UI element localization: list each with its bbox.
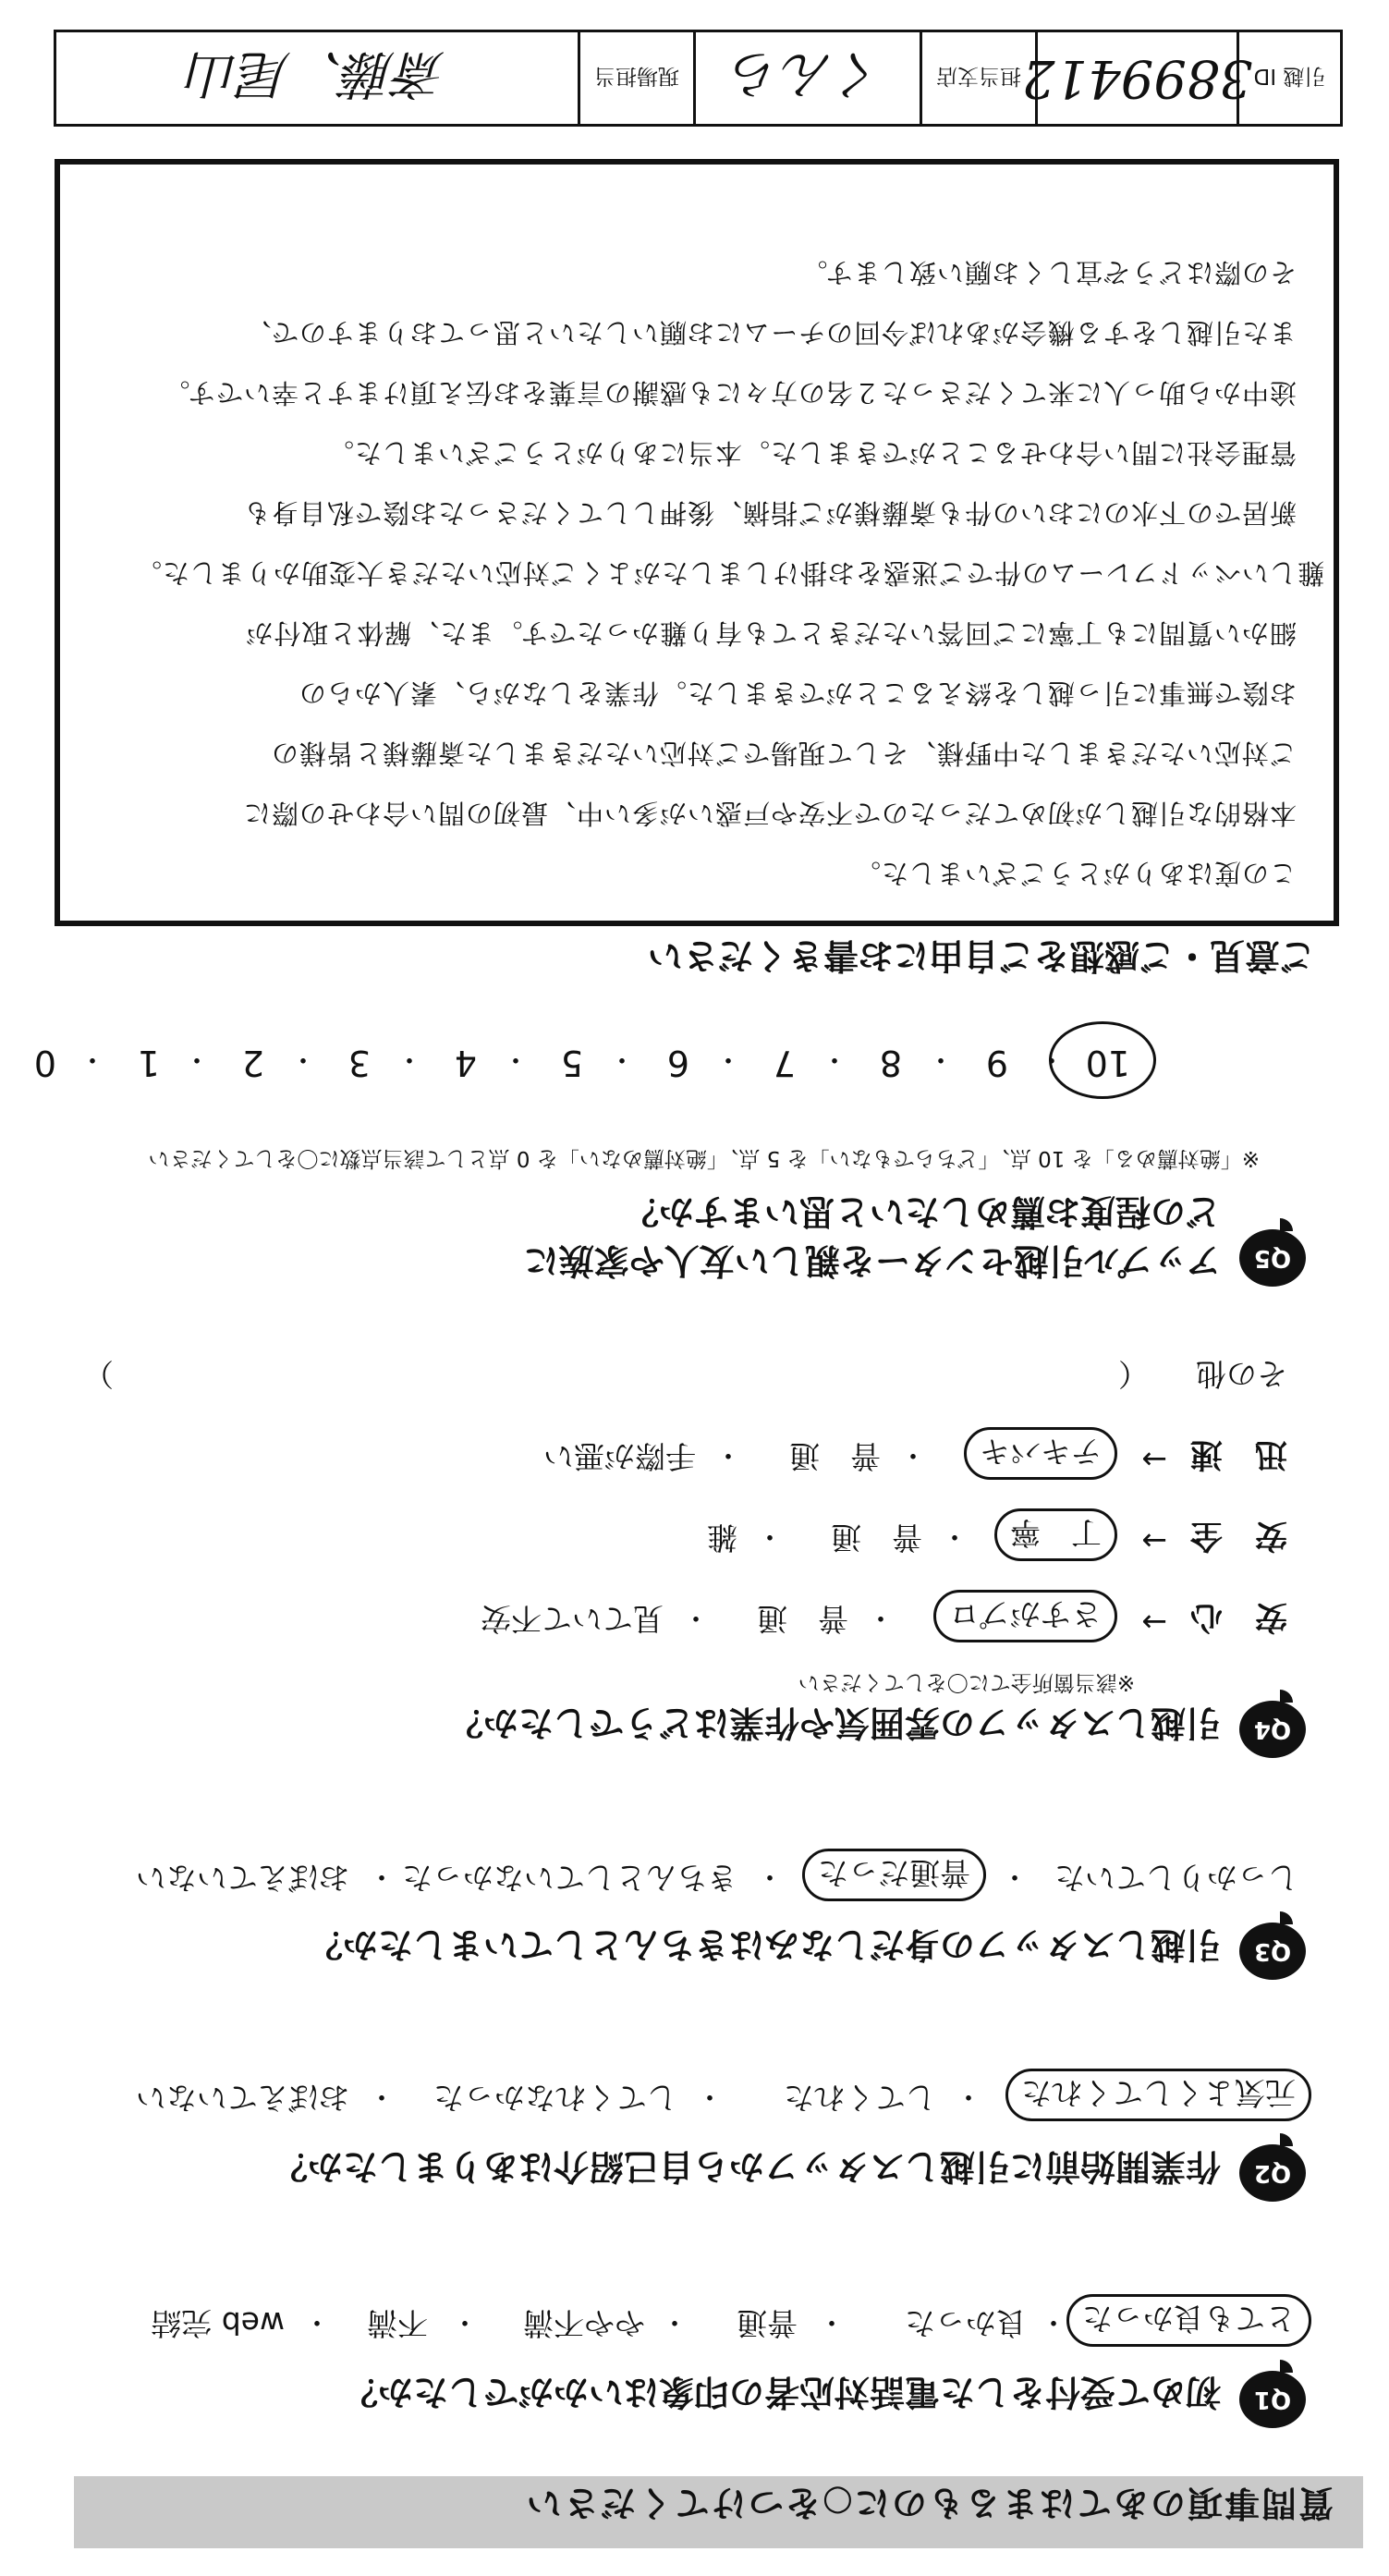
q1-option[interactable]: web 完結 xyxy=(151,2305,285,2341)
q4-option-selected[interactable]: テキパキ xyxy=(964,1427,1117,1480)
q5-score[interactable]: 2 xyxy=(241,1043,264,1083)
q3-option-selected[interactable]: 普通だった xyxy=(802,1849,986,1901)
q4-row-label: 迅 速 xyxy=(1189,1435,1287,1472)
q5-score[interactable]: 1 xyxy=(137,1043,160,1083)
q1-title: 初めて受付をした電話対応者の印象はいかがでしたか？ xyxy=(342,2372,1221,2412)
q3-option[interactable]: きちんとしていなかった xyxy=(402,1860,737,1896)
comment-line: ご対応いただきました中野様、そして現場でご対応いただきました斎藤様と皆様の xyxy=(270,738,1297,769)
comment-line: 難しいベッドフレームの件でご迷惑をお掛けしましたがよくご対応いただき大変助かりました。 xyxy=(134,557,1324,589)
q4-option-selected[interactable]: さすがプロ xyxy=(933,1590,1117,1642)
q1-badge: Q1 xyxy=(1239,2371,1306,2428)
q5-score[interactable]: 0 xyxy=(33,1043,56,1083)
q2-option[interactable]: してくれた xyxy=(784,2080,936,2116)
q1-option[interactable]: 良かった xyxy=(905,2305,1027,2341)
q4-note: ※該当箇所全てに〇をしてください xyxy=(798,1670,1135,1694)
q3-badge: Q3 xyxy=(1239,1923,1306,1980)
q2-option[interactable]: してくれなかった xyxy=(433,2080,677,2116)
q4-option[interactable]: 手際が悪い xyxy=(543,1438,696,1474)
q5-score[interactable]: 4 xyxy=(454,1043,477,1083)
q4-option[interactable]: 普 通 xyxy=(757,1601,848,1637)
q1-option[interactable]: 普通 xyxy=(737,2305,798,2341)
comment-heading: ご意見・ご感想をご自由にお書きください xyxy=(647,935,1315,976)
q4-other-label: その他 xyxy=(1196,1356,1287,1392)
q4-title: 引越しスタッフの雰囲気や作業はどうでしたか？ xyxy=(447,1703,1221,1743)
comment-line: また引越しをする機会があれば今回のチームにお願いしたいと思っておりますので、 xyxy=(243,317,1297,348)
q4-option[interactable]: 見ていて不安 xyxy=(481,1601,664,1637)
q5-badge: Q5 xyxy=(1239,1229,1306,1287)
q2-badge: Q2 xyxy=(1239,2144,1306,2202)
comment-line: その際はどうぞ宜しくお願い致します。 xyxy=(799,257,1297,288)
footer-table xyxy=(54,30,1343,127)
q5-score[interactable]: 10 xyxy=(1085,1043,1130,1083)
id-label: 引越 ID xyxy=(1253,64,1326,88)
q4-row-label: 安 全 xyxy=(1189,1517,1287,1554)
q5-score[interactable]: 6 xyxy=(666,1043,689,1083)
comment-line: 新居での下水のにおいの件も斎藤様がご指摘、後押ししてくださったお陰で私自身も xyxy=(242,497,1297,529)
q2-option[interactable]: おぼえていない xyxy=(136,2080,349,2116)
survey-page: 質問事項のあてはまるものに○をつけてください Q1 初めて受付をした電話対応者の印象はいかがでしたか？ とても良かった ・ 良かった ・ 普通 ・ やや不満 ・ 不満 ・ web 完結 Q2 作業開始前に引越しスタッフから自己紹介はありましたか？ 元気よくしてくれた ・ してくれた ・ してくれなかった ・ おぼえていない Q3 引越しスタッフの身だしなみはきちんとしていましたか？ しっかりしていた ・ 普通だった ・ きちんとしていなかった ・ おぼえていない Q4 引越しスタッフの雰囲気や作業はどうでしたか？ ※該当箇所全てに〇をしてください 安 心 → さすがプロ ・ 普 通 ・ 見ていて不安 安 全 → 丁 寧 ・ 普 通 ・ 雑 迅 速 → テキパキ ・ 普 通 ・ 手際が悪い その他 （ ） Q5 アップル引越センターを親しい友人や家族に どの程度お薦めしたいと思いますか？ ※「絶対薦める」を 10 点、「どちらでもない」を 5 点、「絶対薦めない」を 0 点として該当点数に〇をしてください 10 9 8 7 6 5 4 3 2 1 0 ・ ・ ・ ・ ・ ・ ・ ・ ・ ・ ご意見・ご感想をご自由にお書きください この度はありがとうございました。 本格的な引越しが初めてだったので不安や戸惑いが多い中、最初の問い合わせの際に ご対応いただきました中野様、そして現場でご対応いただきました斎藤様と皆様の お陰で無事に引っ越しを終えることができました。作業をしながら、素人からの 細かい質問にも丁寧にご回答いただきとても有り難かったです。また、解体と取付が 難しいベッドフレームの件でご迷惑をお掛けしましたがよくご対応いただき大変助かりました。 新居での下水のにおいの件も斎藤様がご指摘、後押ししてくださったお陰で私自身も 管理会社に問い合わせることができました。本当にありがとうございました。 途中から助っ人に来てくださった２名の方々にも感謝の言葉をお伝え頂けますと幸いです。 また引越しをする機会があれば今回のチームにお願いしたいと思っておりますので、 その際はどうぞ宜しくお願い致します。 引越 ID 3899412 担当支店 くんら 現場担当 斎藤、尾山 xyxy=(0,0,1389,2576)
q5-score[interactable]: 7 xyxy=(773,1043,796,1083)
q1-option[interactable]: やや不満 xyxy=(523,2305,645,2341)
comment-line: この度はありがとうございました。 xyxy=(852,858,1297,889)
branch-value: くんら xyxy=(730,43,885,104)
q2-title: 作業開始前に引越しスタッフから自己紹介はありましたか？ xyxy=(272,2146,1221,2187)
q1-option[interactable]: 不満 xyxy=(367,2305,428,2341)
q5-score[interactable]: 9 xyxy=(985,1043,1008,1083)
manager-label: 現場担当 xyxy=(594,64,679,88)
q4-option-selected[interactable]: 丁 寧 xyxy=(994,1508,1117,1561)
q4-badge: Q4 xyxy=(1239,1701,1306,1758)
q5-score[interactable]: 8 xyxy=(879,1043,902,1083)
q5-note: ※「絶対薦める」を 10 点、「どちらでもない」を 5 点、「絶対薦めない」を 0 点として該当点数に〇をしてください xyxy=(148,1146,1260,1170)
q4-option[interactable]: 普 通 xyxy=(831,1520,922,1556)
q3-option[interactable]: おぼえていない xyxy=(136,1860,349,1896)
q5-title-line1: アップル引越センターを親しい友人や家族に xyxy=(523,1240,1221,1281)
q3-title: 引越しスタッフの身だしなみはきちんとしていましたか？ xyxy=(307,1924,1221,1965)
comment-line: 途中から助っ人に来てくださった２名の方々にも感謝の言葉をお伝え頂けますと幸いです。 xyxy=(162,377,1297,409)
q1-option-selected[interactable]: とても良かった xyxy=(1066,2294,1311,2347)
id-value: 3899412 xyxy=(1021,48,1253,108)
q5-title-line2: どの程度お薦めしたいと思いますか？ xyxy=(623,1191,1221,1232)
q2-option-selected[interactable]: 元気よくしてくれた xyxy=(1005,2069,1311,2121)
q4-row-label: 安 心 xyxy=(1189,1598,1287,1635)
comment-line: 細かい質問にも丁寧にご回答いただきとても有り難かったです。また、解体と取付が xyxy=(245,617,1297,649)
manager-value: 斎藤、尾山 xyxy=(188,43,446,104)
q5-score[interactable]: 5 xyxy=(560,1043,583,1083)
comment-line: お陰で無事に引っ越しを終えることができました。作業をしながら、素人からの xyxy=(298,678,1297,709)
branch-label: 担当支店 xyxy=(936,64,1021,88)
comment-line: 本格的な引越しが初めてだったので不安や戸惑いが多い中、最初の問い合わせの際に xyxy=(242,798,1297,829)
q4-option[interactable]: 普 通 xyxy=(789,1438,881,1474)
q3-option[interactable]: しっかりしていた xyxy=(1054,1860,1298,1896)
q5-score[interactable]: 3 xyxy=(347,1043,371,1083)
instructions-header: 質問事項のあてはまるものに○をつけてください xyxy=(524,2483,1334,2523)
comment-line: 管理会社に問い合わせることができました。本当にありがとうございました。 xyxy=(325,437,1297,469)
q4-option[interactable]: 雑 xyxy=(707,1520,737,1556)
